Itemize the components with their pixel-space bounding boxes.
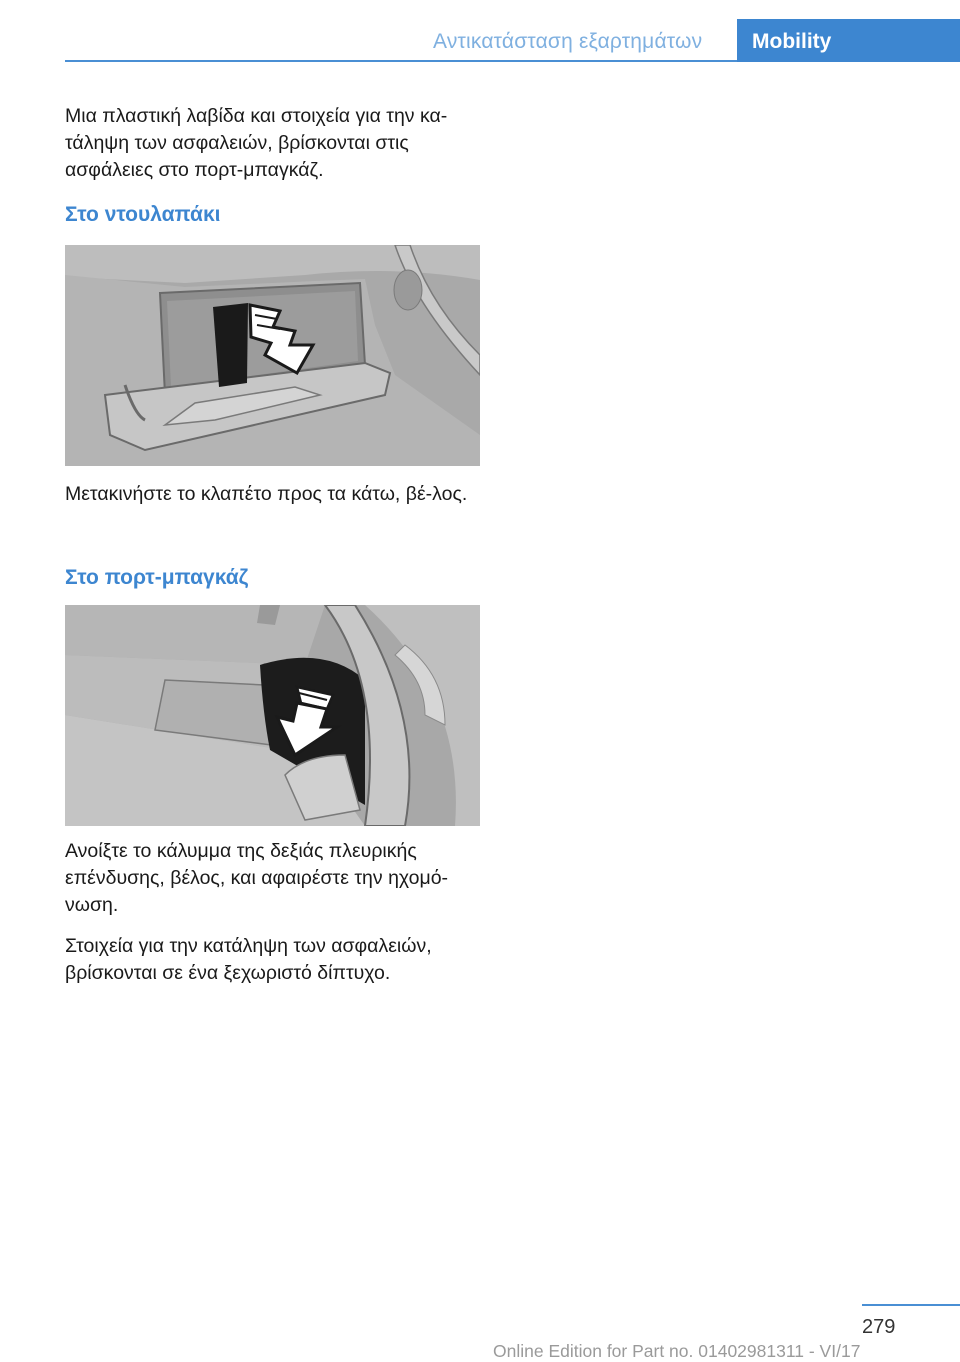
header-section-title: Αντικατάσταση εξαρτημάτων xyxy=(433,30,703,53)
trunk-caption: Ανοίξτε το κάλυμμα της δεξιάς πλευρικής επένδυσης, βέλος, και αφαιρέστε την ηχομό‐νωση. xyxy=(65,840,449,916)
trunk-illustration xyxy=(65,605,480,826)
section-heading-glovebox: Στο ντουλαπάκι xyxy=(65,203,221,226)
trunk-note: Στοιχεία για την κατάληψη των ασφαλειών, βρίσκονται σε ένα ξεχωριστό δίπτυχο. xyxy=(65,935,432,984)
chapter-tab[interactable] xyxy=(737,19,960,62)
page-number: 279 xyxy=(862,1316,896,1338)
glovebox-caption: Μετακινήστε το κλαπέτο προς τα κάτω, βέ‐λος. xyxy=(65,483,468,505)
glovebox-illustration xyxy=(65,245,480,466)
footer-rule xyxy=(862,1304,960,1306)
intro-paragraph: Μια πλαστική λαβίδα και στοιχεία για την κα‐τάληψη των ασφαλειών, βρίσκονται στις ασφάλειες στο πορτ-μπαγκάζ. xyxy=(65,105,448,181)
footer-edition: Online Edition for Part no. 01402981311 - VI/17 xyxy=(493,1341,861,1361)
section-heading-trunk: Στο πορτ-μπαγκάζ xyxy=(65,566,249,589)
chapter-tab-label: Mobility xyxy=(752,30,832,53)
